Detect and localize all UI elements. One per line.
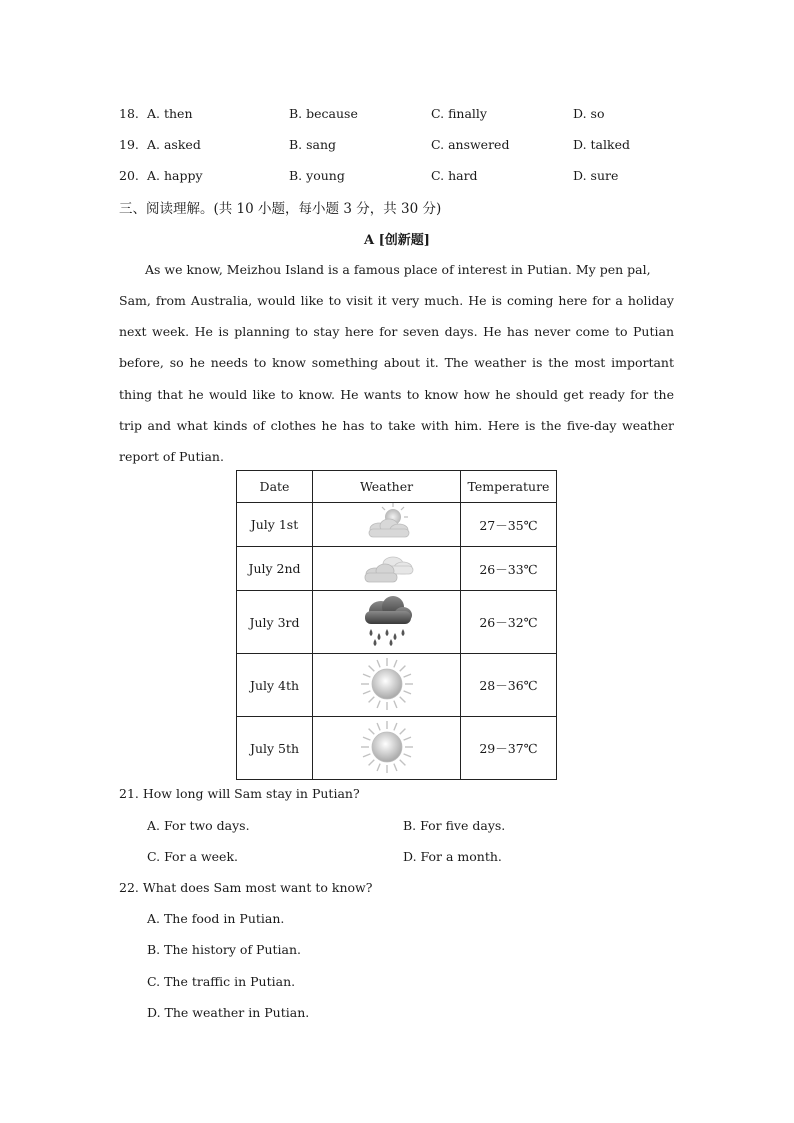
question-22-stem: 22. What does Sam most want to know?: [119, 880, 373, 895]
temperature-cell: 26－32℃: [461, 591, 557, 654]
passage-line: thing that he would like to know. He wants to know how he should get ready for the: [119, 387, 674, 402]
option-c: C. answered: [431, 137, 510, 152]
header-temperature: Temperature: [461, 471, 557, 503]
question-number: 20.: [119, 168, 139, 183]
option-c: C. hard: [431, 168, 478, 183]
table-row: [237, 654, 557, 717]
date-cell: July 2nd: [237, 547, 313, 591]
q22-option-c: C. The traffic in Putian.: [147, 974, 296, 989]
partly-sunny-icon: [357, 503, 417, 543]
weather-cell: [313, 591, 461, 654]
option-b: B. sang: [289, 137, 337, 152]
option-a: A. happy: [147, 168, 203, 183]
date-cell: July 3rd: [237, 591, 313, 654]
option-d: D. sure: [573, 168, 619, 183]
option-d: D. so: [573, 106, 605, 121]
rain-icon: [357, 593, 417, 649]
option-b: B. young: [289, 168, 345, 183]
q22-option-b: B. The history of Putian.: [147, 942, 301, 957]
weather-cell: [313, 717, 461, 780]
question-number: 19.: [119, 137, 139, 152]
header-weather: Weather: [313, 471, 461, 503]
temperature-cell: 28－36℃: [461, 654, 557, 717]
table-row: [237, 717, 557, 780]
option-c: C. finally: [431, 106, 487, 121]
temperature-cell: 29－37℃: [461, 717, 557, 780]
date-cell: July 1st: [237, 503, 313, 547]
sunny-icon: [359, 719, 415, 775]
table-row: [237, 591, 557, 654]
question-21-stem: 21. How long will Sam stay in Putian?: [119, 786, 360, 801]
date-cell: July 5th: [237, 717, 313, 780]
option-a: A. then: [147, 106, 193, 121]
q22-option-a: A. The food in Putian.: [147, 911, 285, 926]
passage-line: trip and what kinds of clothes he has to take with him. Here is the five-day weather: [119, 418, 674, 433]
table-row: [237, 547, 557, 591]
passage-line: next week. He is planning to stay here for seven days. He has never come to Putian: [119, 324, 674, 339]
header-date: Date: [237, 471, 313, 503]
q21-option-d: D. For a month.: [403, 849, 502, 864]
option-a: A. asked: [147, 137, 201, 152]
passage-line: before, so he needs to know something about it. The weather is the most important: [119, 355, 674, 370]
option-d: D. talked: [573, 137, 630, 152]
question-number: 18.: [119, 106, 139, 121]
table-row: [237, 503, 557, 547]
temperature-cell: 27－35℃: [461, 503, 557, 547]
q22-option-d: D. The weather in Putian.: [147, 1005, 310, 1020]
table-header-row: [237, 471, 557, 503]
weather-cell: [313, 503, 461, 547]
q21-option-c: C. For a week.: [147, 849, 238, 864]
weather-table: [236, 470, 557, 780]
weather-cell: [313, 547, 461, 591]
passage-line: As we know, Meizhou Island is a famous place of interest in Putian. My pen pal,: [145, 262, 651, 277]
passage-line: report of Putian.: [119, 449, 224, 464]
temperature-cell: 26－33℃: [461, 547, 557, 591]
passage-line: Sam, from Australia, would like to visit it very much. He is coming here for a holiday: [119, 293, 674, 308]
date-cell: July 4th: [237, 654, 313, 717]
q21-option-a: A. For two days.: [147, 818, 250, 833]
cloudy-icon: [357, 547, 417, 587]
weather-cell: [313, 654, 461, 717]
q21-option-b: B. For five days.: [403, 818, 506, 833]
section-title: 三、阅读理解。(共 10 小题，每小题 3 分，共 30 分): [119, 201, 442, 217]
sunny-icon: [359, 656, 415, 712]
option-b: B. because: [289, 106, 358, 121]
passage-title: A [创新题]: [364, 233, 430, 248]
